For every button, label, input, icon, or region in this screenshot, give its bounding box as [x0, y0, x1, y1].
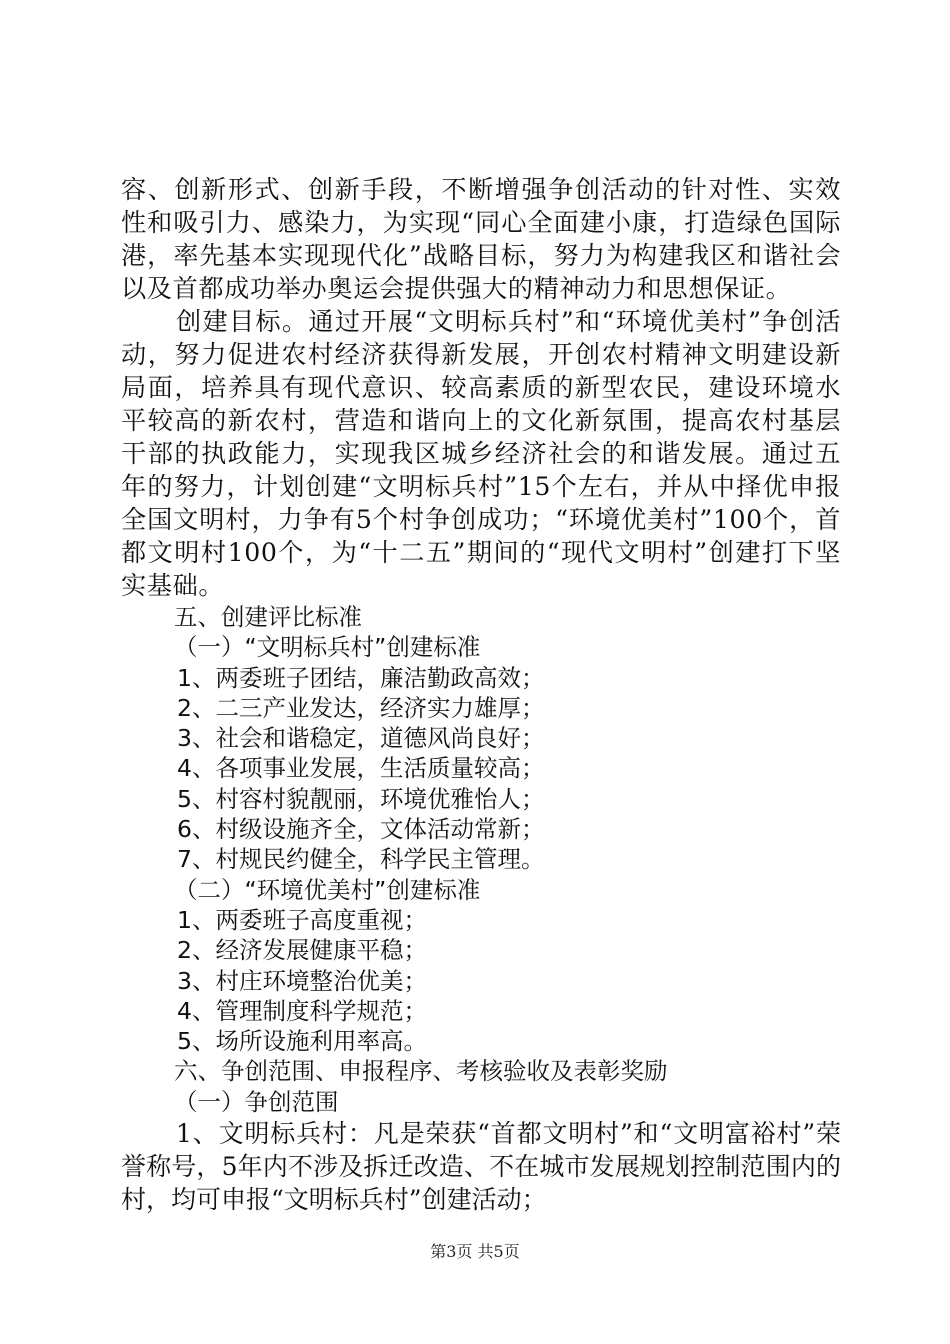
- section-5-subheading-1: （一）“文明标兵村”创建标准: [174, 633, 481, 662]
- list-item: 5、场所设施利用率高。: [177, 1027, 427, 1056]
- list-item: 5、村容村貌靓丽，环境优雅怡人；: [177, 784, 545, 813]
- list-item: 3、社会和谐稳定，道德风尚良好；: [177, 724, 545, 753]
- paragraph-creation-goal: 创建目标。通过开展“文明标兵村”和“环境优美村”争创活动，努力促进农村经济获得新发展，开创农村精神文明建设新局面，培养具有现代意识、较高素质的新型农民，建设环境水平较高的新农村，营造和谐向上的文化新氛围，提高农村基层干部的执政能力，实现我区城乡经济社会的和谐发展。通过五年的努力，计划创建“文明标兵村”15个左右，并从中择优申报全国文明村，力争有5个村争创成功；“环境优美村”100个，首都文明村100个，为“十二五”期间的“现代文明村”创建打下坚实基础。: [121, 307, 841, 600]
- list-item: 2、经济发展健康平稳；: [177, 936, 427, 965]
- section-6-heading: 六、争创范围、申报程序、考核验收及表彰奖励: [174, 1057, 668, 1086]
- section-5-heading: 五、创建评比标准: [174, 603, 362, 631]
- list-item: 6、村级设施齐全，文体活动常新；: [177, 815, 545, 844]
- list-item: 7、村规民约健全，科学民主管理。: [177, 845, 545, 874]
- page-footer: 第3页 共5页: [430, 1242, 520, 1261]
- section-6-subheading-1: （一）争创范围: [174, 1087, 339, 1116]
- document-body: [121, 173, 841, 1216]
- list-item: 1、两委班子高度重视；: [177, 905, 427, 934]
- list-item: 1、两委班子团结，廉洁勤政高效；: [177, 663, 545, 692]
- paragraph-intro-continuation: 容、创新形式、创新手段，不断增强争创活动的针对性、实效性和吸引力、感染力，为实现“同心全面建小康，打造绿色国际港，率先基本实现现代化”战略目标，努力为构建我区和谐社会以及首都成功举办奥运会提供强大的精神动力和思想保证。: [121, 175, 841, 303]
- list-item: 4、各项事业发展，生活质量较高；: [177, 754, 545, 783]
- list-item: 2、二三产业发达，经济实力雄厚；: [177, 693, 545, 722]
- paragraph-scope-item-1: 1、文明标兵村：凡是荣获“首都文明村”和“文明富裕村”荣誉称号，5年内不涉及拆迁改造、不在城市发展规划控制范围内的村，均可申报“文明标兵村”创建活动；: [121, 1119, 841, 1215]
- section-5-subheading-2: （二）“环境优美村”创建标准: [174, 875, 481, 904]
- list-item: 3、村庄环境整治优美；: [177, 966, 427, 995]
- list-item: 4、管理制度科学规范；: [177, 996, 427, 1025]
